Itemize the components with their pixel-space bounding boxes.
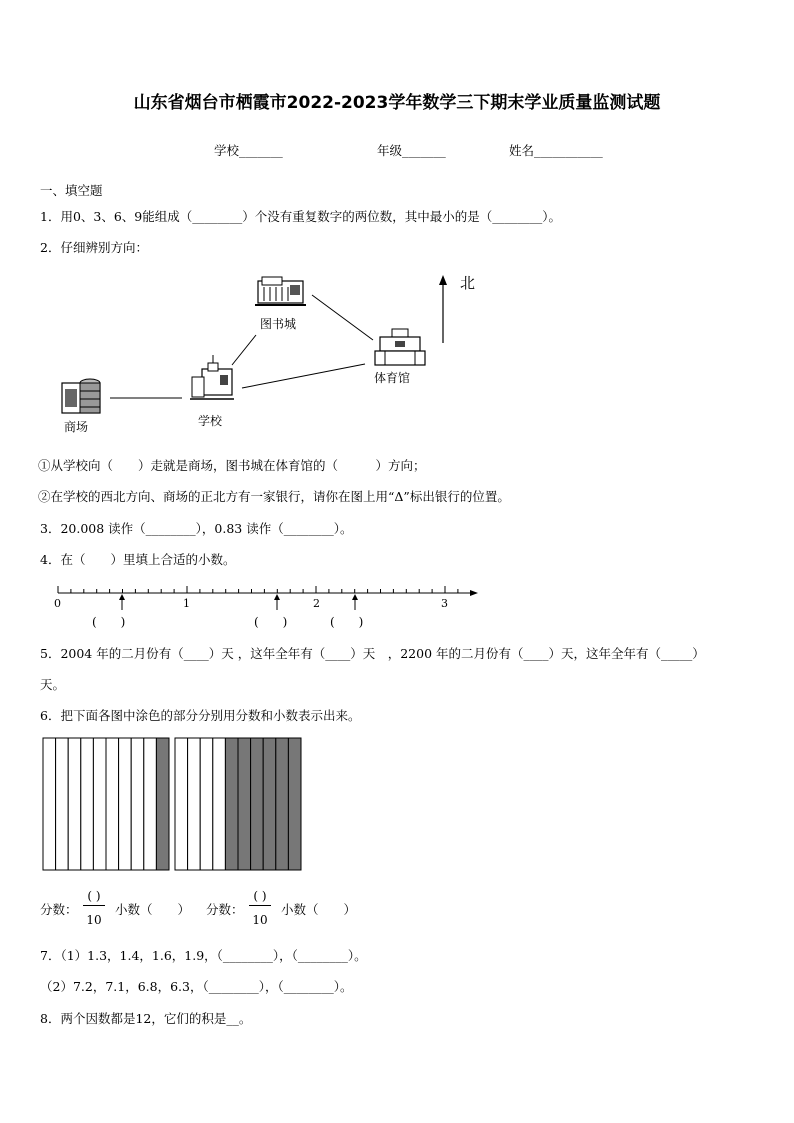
decimal-label-2: 小数（ ）	[281, 902, 357, 917]
shaded-strip	[263, 738, 276, 870]
grade-field: 年级_______	[377, 143, 446, 158]
name-field: 姓名___________	[509, 143, 603, 158]
fraction-bar	[249, 905, 271, 906]
arrow-up-icon	[119, 594, 125, 610]
question-5-line-2: 天。	[40, 677, 66, 692]
fraction-denominator: 10	[86, 913, 102, 927]
section-heading: 一、填空题	[40, 183, 103, 198]
tick-label-3: 3	[441, 597, 448, 610]
fraction-denominator: 10	[252, 913, 268, 927]
gym-label: 体育馆	[374, 371, 411, 385]
line-school-gym	[242, 364, 365, 388]
shaded-strip	[156, 738, 169, 870]
direction-map	[40, 265, 500, 445]
north-label: 北	[460, 274, 476, 292]
shaded-strip	[276, 738, 289, 870]
fraction-label-1: 分数：	[40, 902, 78, 917]
answer-blank: ( )	[330, 615, 364, 629]
strip	[68, 738, 81, 870]
line-school-library	[232, 335, 256, 365]
mall-icon	[62, 379, 100, 413]
shaded-strip	[251, 738, 264, 870]
question-4: 4．在（ ）里填上合适的小数。	[40, 552, 236, 567]
north-arrowhead-icon	[439, 275, 447, 285]
gym-icon	[375, 329, 425, 365]
answer-blank: ( )	[92, 615, 126, 629]
question-7-part-1: 7．（1）1.3，1.4，1.6，1.9，（________），（________）。	[40, 948, 367, 963]
library-label: 图书城	[260, 317, 297, 331]
arrow-up-icon	[352, 594, 358, 610]
fraction-numerator-blank: ( )	[87, 889, 101, 903]
strip	[81, 738, 94, 870]
strip	[106, 738, 119, 870]
shaded-strip	[238, 738, 251, 870]
fraction-figures	[40, 736, 310, 872]
strip	[93, 738, 106, 870]
number-line-ticks	[58, 586, 458, 593]
line-library-gym	[312, 295, 373, 340]
question-2-part-2: ②在学校的西北方向、商场的正北方有一家银行，请你在图上用“Δ”标出银行的位置。	[38, 489, 510, 504]
fraction-figure-1	[43, 738, 169, 870]
question-2-part-1: ①从学校向（ ）走就是商场，图书城在体育馆的（ ）方向；	[38, 458, 426, 473]
shaded-strip	[225, 738, 238, 870]
fraction-figure-2	[175, 738, 301, 870]
circle-number-2: ②	[38, 489, 51, 504]
strip	[175, 738, 188, 870]
question-7-part-2: （2）7.2，7.1，6.8，6.3，（________），（________）。	[40, 979, 353, 994]
strip	[119, 738, 132, 870]
strip	[43, 738, 56, 870]
question-3: 3．20.008 读作（________），0.83 读作（________）。	[40, 521, 353, 536]
strip	[200, 738, 213, 870]
arrow-up-icon	[274, 594, 280, 610]
number-line	[40, 578, 500, 634]
school-label: 学校	[198, 414, 223, 428]
fraction-label-2: 分数：	[206, 902, 244, 917]
strip	[188, 738, 201, 870]
question-1: 1．用0、3、6、9能组成（________）个没有重复数字的两位数，其中最小的是（________）。	[40, 209, 562, 224]
library-icon	[255, 277, 306, 305]
school-field: 学校_______	[214, 143, 283, 158]
question-5-line-1: 5．2004 年的二月份有（____）天 ，这年全年有（____）天 ，2200 年的二月份有（____）天，这年全年有（_____）	[40, 646, 705, 661]
strip	[144, 738, 157, 870]
decimal-label-1: 小数（ ）	[115, 902, 191, 917]
question-6: 6．把下面各图中涂色的部分分别用分数和小数表示出来。	[40, 708, 361, 723]
strip	[56, 738, 69, 870]
question-2: 2．仔细辨别方向：	[40, 240, 148, 255]
strip	[213, 738, 226, 870]
mall-label: 商场	[64, 420, 89, 434]
shaded-strip	[288, 738, 301, 870]
page-title: 山东省烟台市栖霞市2022-2023学年数学三下期末学业质量监测试题	[133, 93, 661, 113]
circle-number-1: ①	[38, 458, 51, 473]
fraction-numerator-blank: ( )	[253, 889, 267, 903]
answer-blank: ( )	[254, 615, 288, 629]
fraction-bar	[83, 905, 105, 906]
question-8: 8．两个因数都是12，它们的积是__。	[40, 1011, 252, 1026]
school-icon	[190, 355, 234, 399]
strip	[131, 738, 144, 870]
tick-label-0: 0	[54, 597, 61, 610]
number-line-arrowhead-icon	[470, 590, 478, 596]
tick-label-2: 2	[313, 597, 320, 610]
tick-label-1: 1	[183, 597, 190, 610]
